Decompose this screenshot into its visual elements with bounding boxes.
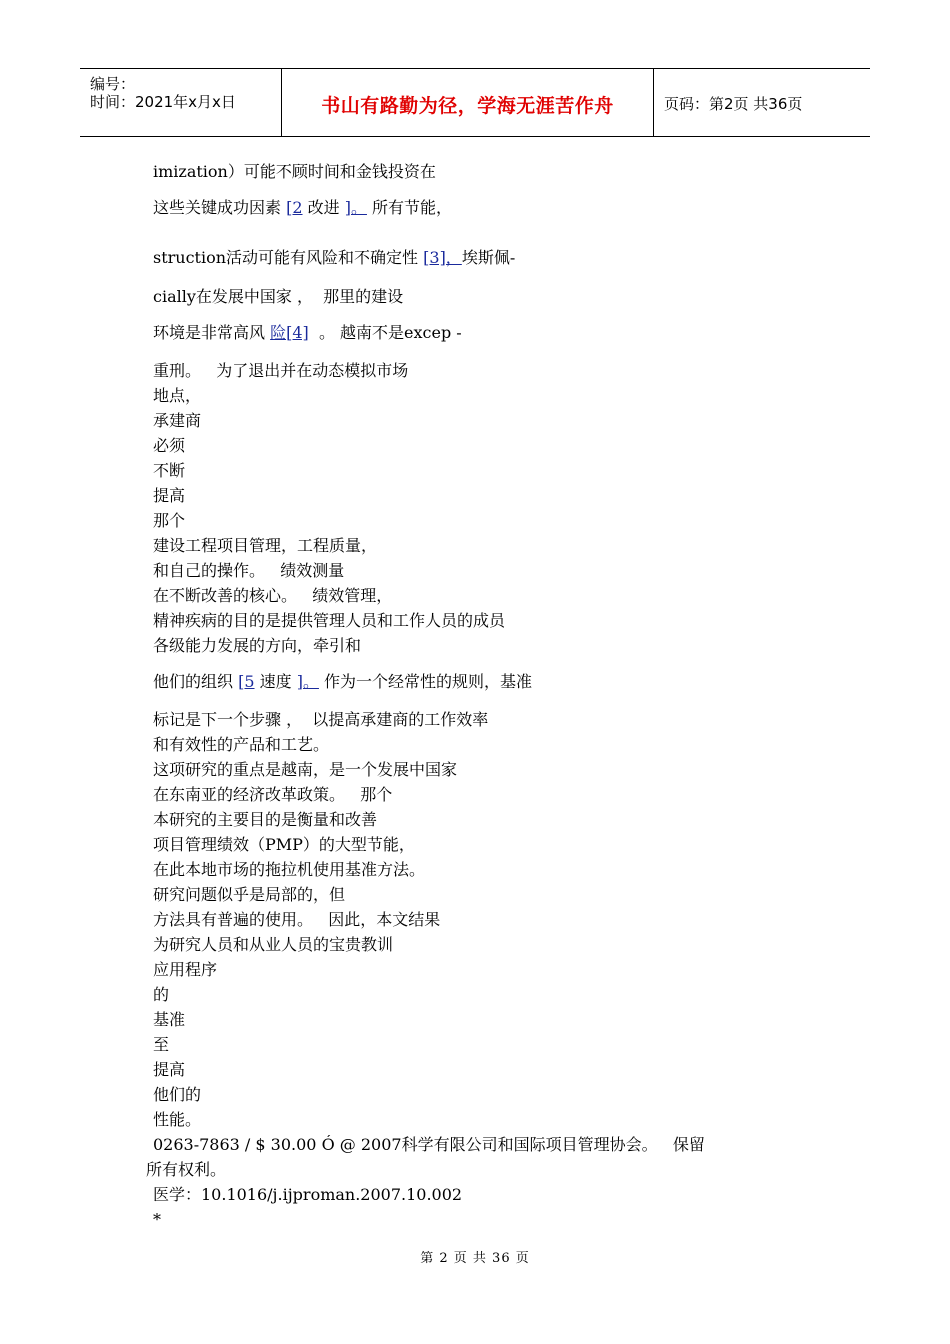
text-line: 和有效性的产品和工艺。 (153, 735, 330, 754)
text-line: 标记是下一个步骤 ， 以提高承建商的工作效率 (153, 710, 489, 729)
citation-link[interactable]: 险[4] (270, 323, 309, 342)
text-span: 。 越南不是excep - (308, 323, 462, 342)
text-span: 速度 (254, 672, 297, 691)
text-line: 在不断改善的核心。 绩效管理， (153, 586, 393, 605)
text-line (153, 198, 452, 218)
text-line: 性能。 (153, 1110, 202, 1129)
citation-link[interactable]: [5 (238, 672, 255, 691)
text-line: 必须 (153, 436, 186, 455)
text-line: imization）可能不顾时间和金钱投资在 (153, 162, 436, 181)
text-line (153, 323, 462, 343)
text-line: 这项研究的重点是越南，是一个发展中国家 (153, 760, 458, 779)
text-line: 和自己的操作。 绩效测量 (153, 561, 345, 580)
text-line: 在东南亚的经济改革政策。 那个 (153, 785, 393, 804)
text-span: struction活动可能有风险和不确定性 (153, 248, 424, 267)
text-span: 所有节能， (366, 198, 453, 217)
header-motto: 书山有路勤为径，学海无涯苦作舟 (321, 95, 614, 117)
text-line: 重刑。 为了退出并在动态模拟市场 (153, 361, 409, 380)
text-line (153, 672, 532, 692)
text-line: 精神疾病的目的是提供管理人员和工作人员的成员 (153, 611, 506, 630)
text-line: cially在发展中国家 ， 那里的建设 (153, 287, 404, 306)
text-line: 提高 (153, 1060, 186, 1079)
citation-link[interactable]: ]。 (296, 672, 319, 691)
text-line: 地点， (153, 386, 202, 405)
text-line: 的 (153, 985, 170, 1004)
text-span: 埃斯佩- (461, 248, 516, 267)
text-line: 建设工程项目管理，工程质量， (153, 536, 378, 555)
text-span: 改进 (302, 198, 345, 217)
text-span: 作为一个经常性的规则，基准 (318, 672, 533, 691)
text-line: 方法具有普遍的使用。 因此，本文结果 (153, 910, 441, 929)
header-motto-cell (282, 69, 654, 136)
text-line: * (153, 1210, 161, 1229)
text-span: 这些关键成功因素 (153, 198, 287, 217)
document-header (80, 68, 870, 137)
text-line: 在此本地市场的拖拉机使用基准方法。 (153, 860, 426, 879)
header-meta-cell (80, 69, 282, 136)
text-line (153, 248, 515, 268)
text-line: 他们的 (153, 1085, 202, 1104)
time-label: 时间：2021年x月x日 (90, 93, 236, 111)
text-line: 项目管理绩效（PMP）的大型节能， (153, 835, 415, 854)
header-page-cell (654, 69, 870, 136)
text-line: 应用程序 (153, 960, 218, 979)
text-line: 基准 (153, 1010, 186, 1029)
page-footer: 第 2 页 共 36 页 (420, 1251, 530, 1266)
text-span: 他们的组织 (153, 672, 239, 691)
text-line: 不断 (153, 461, 186, 480)
serial-label: 编号： (90, 75, 136, 93)
text-line: 各级能力发展的方向，牵引和 (153, 636, 362, 655)
text-line: 承建商 (153, 411, 202, 430)
text-line: 为研究人员和从业人员的宝贵教训 (153, 935, 394, 954)
text-line: 那个 (153, 511, 186, 530)
text-line: 提高 (153, 486, 186, 505)
text-span: 环境是非常高风 (153, 323, 271, 342)
text-line: 至 (153, 1035, 170, 1054)
text-line: 研究问题似乎是局部的，但 (153, 885, 346, 904)
text-line: 医学：10.1016/j.ijproman.2007.10.002 (153, 1185, 463, 1204)
citation-link[interactable]: [2 (286, 198, 303, 217)
text-line: 所有权利。 (146, 1160, 227, 1179)
text-line: 0263-7863 / $ 30.00 Ó @ 2007科学有限公司和国际项目管理协会。 保留 (153, 1135, 705, 1154)
header-page-number: 页码：第2页 共36页 (664, 95, 803, 113)
citation-link[interactable]: ]。 (344, 198, 367, 217)
citation-link[interactable]: [3]， (423, 248, 462, 267)
text-line: 本研究的主要目的是衡量和改善 (153, 810, 378, 829)
